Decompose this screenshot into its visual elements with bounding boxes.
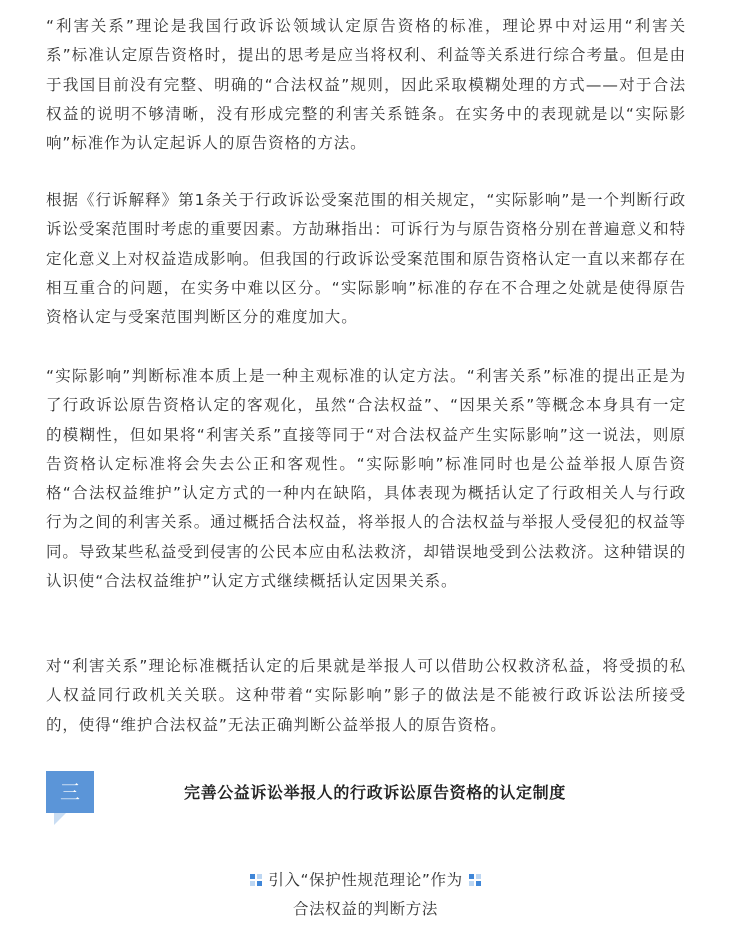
subsection-heading — [0, 866, 731, 924]
badge-tail-icon — [54, 813, 66, 825]
paragraph-1: “利害关系”理论是我国行政诉讼领域认定原告资格的标准，理论界中对运用“利害关系”标准认定原告资格时，提出的思考是应当将权利、利益等关系进行综合考量。但是由于我国目前没有完整、明确的“合法权益”规则，因此采取模糊处理的方式——对于合法权益的说明不够清晰，没有形成完整的利害关系链条。在实务中的表现就是以“实际影响”标准作为认定起诉人的原告资格的方法。 — [46, 17, 686, 153]
paragraph-2: 根据《行诉解释》第1条关于行政诉讼受案范围的相关规定，“实际影响”是一个判断行政诉讼受案范围时考虑的重要因素。方劼琳指出：可诉行为与原告资格分别在普遍意义和特定化意义上对权益造成影响。但我国的行政诉讼受案范围和原告资格认定一直以来都存在相互重合的问题，在实务中难以区分。“实际影响”标准的存在不合理之处就是使得原告资格认定与受案范围判断区分的难度加大。 — [46, 191, 686, 327]
section-number-badge: 三 — [46, 771, 94, 813]
paragraph-4: 对“利害关系”理论标准概括认定的后果就是举报人可以借助公权救济私益，将受损的私人权益同行政机关关联。这种带着“实际影响”影子的做法是不能被行政诉讼法所接受的，使得“维护合法权益”无法正确判断公益举报人的原告资格。 — [46, 657, 686, 734]
section-heading — [46, 771, 686, 831]
square-pattern-icon — [469, 874, 481, 886]
square-pattern-icon — [250, 874, 262, 886]
paragraph-3: “实际影响”判断标准本质上是一种主观标准的认定方法。“利害关系”标准的提出正是为了行政诉讼原告资格认定的客观化，虽然“合法权益”、“因果关系”等概念本身具有一定的模糊性，但如果将“利害关系”直接等同于“对合法权益产生实际影响”这一说法，则原告资格认定标准将会失去公正和客观性。“实际影响”标准同时也是公益举报人原告资格“合法权益维护”认定方式的一种内在缺陷，具体表现为概括认定了行政相关人与行政行为之间的利害关系。通过概括合法权益，将举报人的合法权益与举报人受侵犯的权益等同。导致某些私益受到侵害的公民本应由私法救济，却错误地受到公法救济。这种错误的认识使“合法权益维护”认定方式继续概括认定因果关系。 — [46, 367, 686, 591]
section-title: 完善公益诉讼举报人的行政诉讼原告资格的认定制度 — [184, 783, 566, 802]
subsection-title-part-1: 引入“保护性规范理论”作为 — [268, 871, 463, 889]
subsection-title-part-2: 合法权益的判断方法 — [293, 900, 438, 918]
subsection-line-1 — [0, 866, 731, 895]
